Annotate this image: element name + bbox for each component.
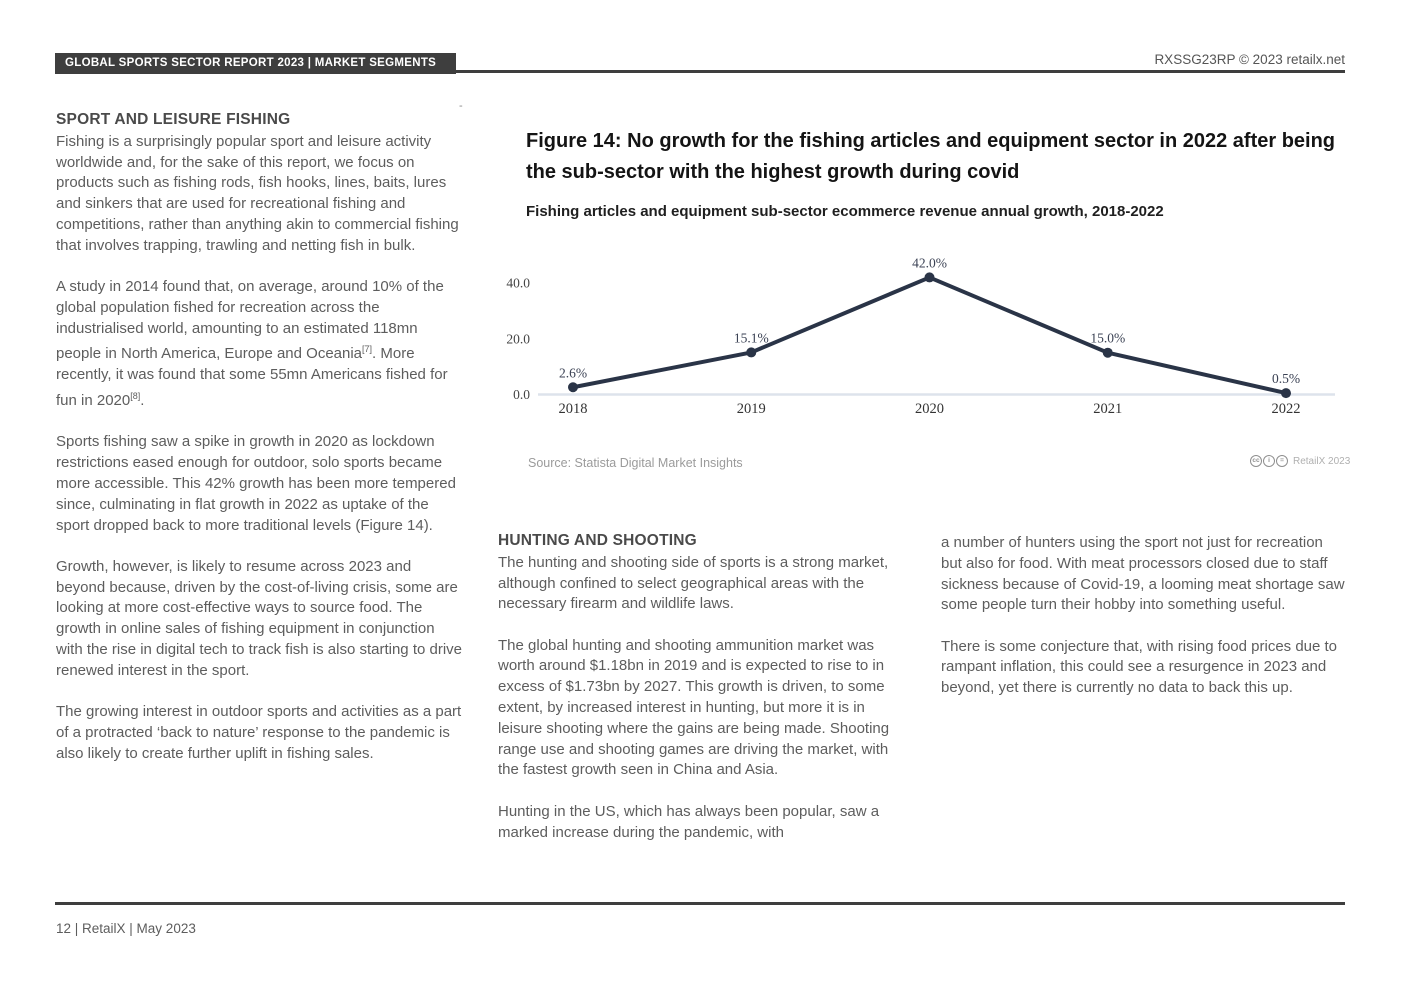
hunting-paragraph-3: Hunting in the US, which has always been popular, saw a marked increase during the pandemic, with <box>498 802 880 841</box>
svg-text:2.6%: 2.6% <box>558 365 588 381</box>
chart-source: Source: Statista Digital Market Insights <box>528 456 743 470</box>
hunting-paragraph-1: The hunting and shooting side of sports is a strong market, although confined to select geographical areas with the necessary firearm and wildlife laws. <box>498 553 889 613</box>
svg-text:0.0: 0.0 <box>513 387 530 402</box>
hunting-paragraph-5: There is some conjecture that, with rising food prices due to rampant inflation, this could see a resurgence in 2023 and beyond, yet there is currently no data to back this up. <box>941 637 1338 697</box>
svg-text:15.1%: 15.1% <box>733 330 769 346</box>
svg-text:0.5%: 0.5% <box>1271 371 1301 387</box>
fishing-paragraph-2 <box>56 277 462 412</box>
license-credit <box>1250 455 1390 467</box>
fishing-paragraph-5: The growing interest in outdoor sports and activities as a part of a protracted ‘back to nature’ response to the pandemic is also likely to create further uplift in fishing sales. <box>56 703 462 762</box>
cc-icon: cc <box>1250 455 1262 467</box>
report-banner: GLOBAL SPORTS SECTOR REPORT 2023 | MARKET SEGMENTS <box>55 53 456 74</box>
fishing-paragraph-3: Sports fishing saw a spike in growth in 2020 as lockdown restrictions eased enough for outdoor, solo sports became more accessible. This 42% growth has been more tempered since, culminating in flat growth in 2022 as uptake of the sport dropped back to more traditional levels (Figure 14). <box>56 433 456 534</box>
stray-mark: - <box>459 100 463 112</box>
svg-text:2021: 2021 <box>1093 401 1123 417</box>
svg-text:20.0: 20.0 <box>506 331 530 347</box>
figure-title: Figure 14: No growth for the fishing articles and equipment sector in 2022 after being the sub-sector with the highest growth during covid <box>526 130 1336 183</box>
cc-by-icon: i <box>1263 455 1275 467</box>
svg-text:40.0: 40.0 <box>506 275 530 291</box>
footnote-ref-8: [8] <box>130 391 141 402</box>
svg-text:2019: 2019 <box>736 401 766 417</box>
hunting-paragraph-2: The global hunting and shooting ammunition market was worth around $1.18bn in 2019 and is expected to rise to in excess of $1.73bn by 2027. This growth is driven, to some extent, by increased interest in hunting, but more it is in leisure shooting where the gains are being made. Shooting range use and shooting games are driving the market, with the fastest growth seen in China and Asia. <box>498 636 890 779</box>
figure-subtitle: Fishing articles and equipment sub-sector ecommerce revenue annual growth, 2018-2022 <box>526 203 1164 220</box>
fishing-paragraph-1: Fishing is a surprisingly popular sport and leisure activity worldwide and, for the sake of this report, we focus on products such as fishing rods, fish hooks, lines, baits, lures and sinkers that are used for recreational fishing and competitions, rather than anything akin to commercial fishing that involves trapping, trawling and netting fish in bulk. <box>56 132 459 254</box>
section-heading-fishing: SPORT AND LEISURE FISHING <box>56 111 291 128</box>
page-footer: 12 | RetailX | May 2023 <box>56 921 196 936</box>
footer-rule <box>55 902 1345 905</box>
svg-text:15.0%: 15.0% <box>1090 330 1126 346</box>
svg-text:2020: 2020 <box>915 401 944 417</box>
fishing-paragraph-4: Growth, however, is likely to resume across 2023 and beyond because, driven by the cost-of-living crisis, some are looking at more cost-effective ways to source food. The growth in online sales of fishing equipment in conjunction with the rise in digital tech to track fish is also starting to drive renewed interest in the sport. <box>56 557 463 679</box>
svg-text:2018: 2018 <box>558 401 588 417</box>
fishing-p2-text-c: . <box>140 392 145 410</box>
cc-nd-icon: = <box>1276 455 1288 467</box>
middle-column <box>498 531 908 864</box>
fishing-p2-text-b: . More recently, it was found that some 55mn Americans fished for fun in 2020 <box>56 345 448 410</box>
left-column <box>56 110 462 785</box>
right-column <box>941 533 1347 720</box>
section-heading-hunting: HUNTING AND SHOOTING <box>498 532 697 549</box>
hunting-paragraph-4: a number of hunters using the sport not just for recreation but also for food. With meat processors closed due to staff sickness because of Covid-19, a looming meat shortage saw some people turn their hobby into something useful. <box>941 534 1345 614</box>
fishing-p2-text-a: A study in 2014 found that, on average, around 10% of the global population fished for recreation across the industrialised world, amounting to an estimated 118mn people in North America, Europe and Oceania <box>56 278 444 363</box>
svg-text:2022: 2022 <box>1271 401 1301 417</box>
report-code: RXSSG23RP © 2023 retailx.net <box>1154 52 1345 67</box>
credit-text: RetailX 2023 <box>1293 455 1351 467</box>
svg-text:42.0%: 42.0% <box>912 255 947 271</box>
header-rule <box>55 70 1345 73</box>
footnote-ref-7: [7] <box>362 344 373 355</box>
line-chart <box>490 248 1350 426</box>
